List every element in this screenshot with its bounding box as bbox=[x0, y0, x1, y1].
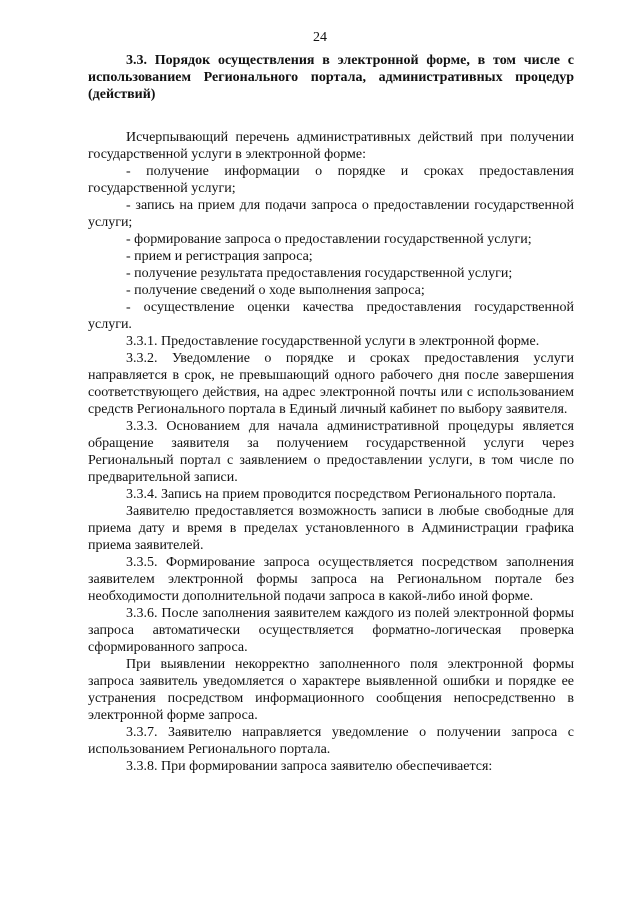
paragraph-3-3-5: 3.3.5. Формирование запроса осуществляется посредством заполнения заявителем электронной формы запроса на Региональном портале без необходимости дополнительной подачи запроса в какой-либо иной форме. bbox=[88, 555, 574, 604]
paragraph-error-notice: При выявлении некорректно заполненного поля электронной формы запроса заявитель уведомляется о характере выявленной ошибки и порядке ее устранения посредством информационного сообщения непосредственно в электронной форме запроса. bbox=[88, 657, 574, 723]
list-item: - прием и регистрация запроса; bbox=[126, 249, 313, 264]
paragraph-3-3-1: 3.3.1. Предоставление государственной услуги в электронной форме. bbox=[126, 334, 540, 349]
document-body bbox=[88, 52, 574, 775]
paragraph-3-3-7: 3.3.7. Заявителю направляется уведомление о получении запроса с использованием Регионального портала. bbox=[88, 725, 574, 757]
list-item: - формирование запроса о предоставлении государственной услуги; bbox=[126, 232, 532, 247]
section-heading bbox=[88, 52, 574, 103]
paragraph-3-3-2: 3.3.2. Уведомление о порядке и сроках предоставления услуги направляется в срок, не превышающий одного рабочего дня после завершения соответствующего действия, на адрес электронной почты или с использованием средств Регионального портала в Единый личный кабинет по выбору заявителя. bbox=[88, 351, 574, 417]
paragraph-3-3-6: 3.3.6. После заполнения заявителем каждого из полей электронной формы запроса автоматически осуществляется форматно-логическая проверка сформированного запроса. bbox=[88, 606, 574, 655]
paragraph-3-3-8: 3.3.8. При формировании запроса заявителю обеспечивается: bbox=[126, 759, 493, 774]
paragraph-3-3-4: 3.3.4. Запись на прием проводится посредством Регионального портала. bbox=[126, 487, 556, 502]
list-item: - получение результата предоставления государственной услуги; bbox=[126, 266, 513, 281]
section-heading-text: 3.3. Порядок осуществления в электронной форме, в том числе с использованием Регионального портала, административных процедур (действий) bbox=[88, 53, 574, 102]
list-item: - получение информации о порядке и сроках предоставления государственной услуги; bbox=[88, 164, 574, 196]
list-item: - получение сведений о ходе выполнения запроса; bbox=[126, 283, 425, 298]
paragraph-3-3-3: 3.3.3. Основанием для начала административной процедуры является обращение заявителя за получением государственной услуги через Региональный портал с заявлением о предоставлении услуги, в том числе по предварительной записи. bbox=[88, 419, 574, 485]
list-item: - запись на прием для подачи запроса о предоставлении государственной услуги; bbox=[88, 198, 574, 230]
page-number: 24 bbox=[313, 30, 327, 45]
paragraph-intro: Исчерпывающий перечень административных действий при получении государственной услуги в электронной форме: bbox=[88, 130, 574, 162]
list-item: - осуществление оценки качества предоставления государственной услуги. bbox=[88, 300, 574, 332]
paragraph-appointment: Заявителю предоставляется возможность записи в любые свободные для приема дату и время в пределах установленного в Администрации графика приема заявителей. bbox=[88, 504, 574, 553]
